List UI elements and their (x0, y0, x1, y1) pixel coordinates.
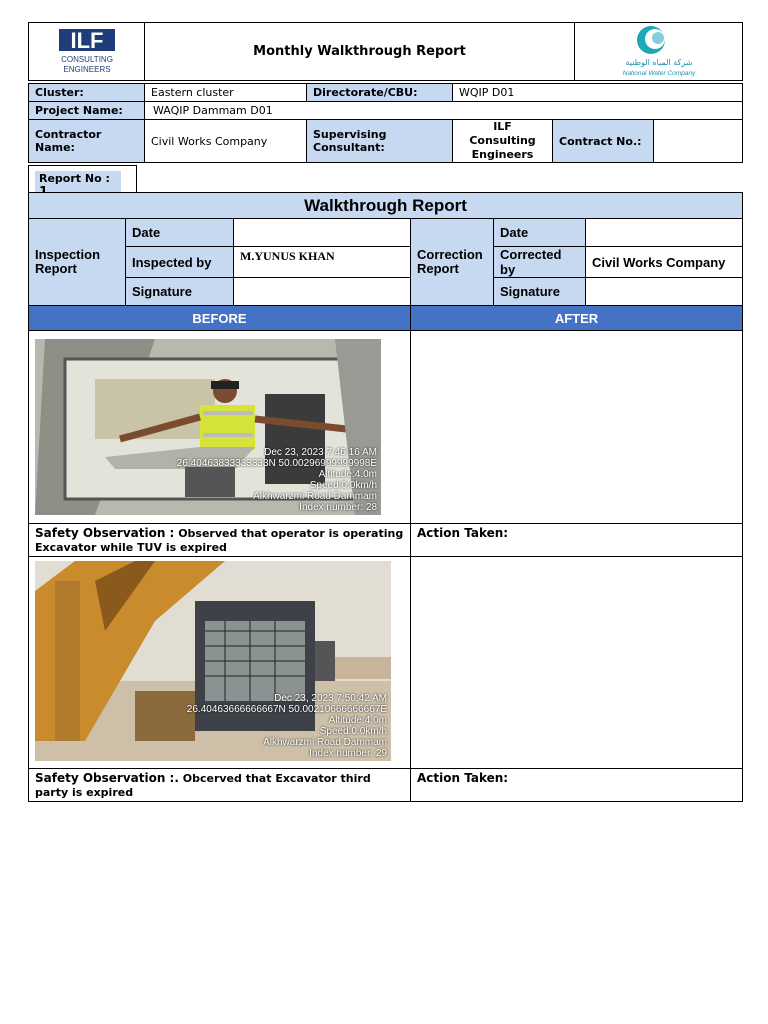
nwc-logo-english: National Water Company (622, 70, 695, 77)
safety-observation-2 (29, 769, 411, 802)
stamp-line: Speed:0.0km/h (309, 480, 377, 491)
nwc-logo-arabic: شركة المياه الوطنية (625, 58, 692, 67)
correction-date-label: Date (494, 219, 586, 247)
before-photo-cell (29, 331, 411, 524)
contractor-value: Civil Works Company (145, 120, 307, 163)
correction-signature-value (586, 278, 743, 306)
cluster-value: Eastern cluster (145, 84, 307, 102)
before-header: BEFORE (29, 306, 411, 331)
after-photo-cell (411, 331, 743, 524)
inspection-date-value (234, 219, 411, 247)
contract-value (654, 120, 743, 163)
after-header: AFTER (411, 306, 743, 331)
observation-label: Safety Observation : (35, 526, 175, 540)
page-title: Monthly Walkthrough Report (145, 23, 575, 81)
before-photo-2 (35, 561, 391, 761)
consultant-value: ILF Consulting Engineers (453, 120, 553, 163)
action-taken-1 (411, 524, 743, 557)
project-info-table (28, 83, 743, 163)
before-photo-cell (29, 557, 411, 769)
ilf-logo-line2: ENGINEERS (62, 65, 111, 74)
stamp-line: Dec 23, 2023 7:50:42 AM (274, 693, 387, 704)
report-header (28, 22, 743, 81)
report-number-box (28, 165, 137, 192)
directorate-label: Directorate/CBU: (307, 84, 453, 102)
action-taken-label: Action Taken: (417, 771, 509, 785)
corrected-by-label: Corrected by (494, 247, 586, 278)
cluster-label: Cluster: (29, 84, 145, 102)
stamp-line: Dec 23, 2023 7:46:16 AM (264, 447, 377, 458)
correction-date-value (586, 219, 743, 247)
ilf-logo-line1: CONSULTING (60, 55, 113, 64)
observation-label: Safety Observation :. (35, 771, 179, 785)
photo-stamp-2 (187, 693, 387, 759)
stamp-line: Speed:0.0km/h (319, 726, 387, 737)
contract-label: Contract No.: (553, 120, 654, 163)
observation-text: Obcerved that Excavator third party is expired (35, 772, 371, 799)
inspected-by-label: Inspected by (126, 247, 234, 278)
stamp-line: Index number: 28 (299, 502, 377, 513)
correction-signature-label: Signature (494, 278, 586, 306)
walkthrough-title: Walkthrough Report (29, 193, 743, 219)
ilf-logo-icon (42, 25, 132, 75)
action-taken-label: Action Taken: (417, 526, 509, 540)
walkthrough-table (28, 192, 743, 802)
inspected-by-value: M.YUNUS KHAN (234, 247, 411, 278)
stamp-line: Alkhwarzmi Road Dammam (253, 491, 377, 502)
correction-report-label: Correction Report (411, 219, 494, 306)
project-value: WAQIP Dammam D01 (145, 102, 743, 120)
safety-observation-1 (29, 524, 411, 557)
action-taken-2 (411, 769, 743, 802)
corrected-by-value: Civil Works Company (586, 247, 743, 278)
ilf-logo (29, 23, 145, 81)
stamp-line: Alkhwarzmi Road Dammam (263, 737, 387, 748)
photo-stamp-1 (177, 447, 377, 513)
stamp-line: Altitude:4.0m (328, 715, 387, 726)
stamp-line: 26.40463833333333N 50.00296999999998E (176, 458, 377, 469)
inspection-date-label: Date (126, 219, 234, 247)
inspection-signature-label: Signature (126, 278, 234, 306)
contractor-label: Contractor Name: (29, 120, 145, 163)
stamp-line: Altitude:4.0m (318, 469, 377, 480)
after-photo-cell (411, 557, 743, 769)
observation-text: Observed that operator is operating Excavator while TUV is expired (35, 527, 404, 554)
report-number-label: Report No : (39, 172, 110, 185)
directorate-value: WQIP D01 (453, 84, 743, 102)
stamp-line: Index number: 29 (309, 748, 387, 759)
nwc-logo-icon (609, 23, 709, 77)
inspection-report-label: Inspection Report (29, 219, 126, 306)
stamp-line: 26.40463666666667N 50.00210666666667E (186, 704, 387, 715)
before-photo-1 (35, 339, 381, 515)
nwc-logo (575, 23, 743, 81)
ilf-logo-letters: ILF (70, 28, 103, 53)
inspection-signature-value (234, 278, 411, 306)
project-label: Project Name: (29, 102, 145, 120)
consultant-label: Supervising Consultant: (307, 120, 453, 163)
